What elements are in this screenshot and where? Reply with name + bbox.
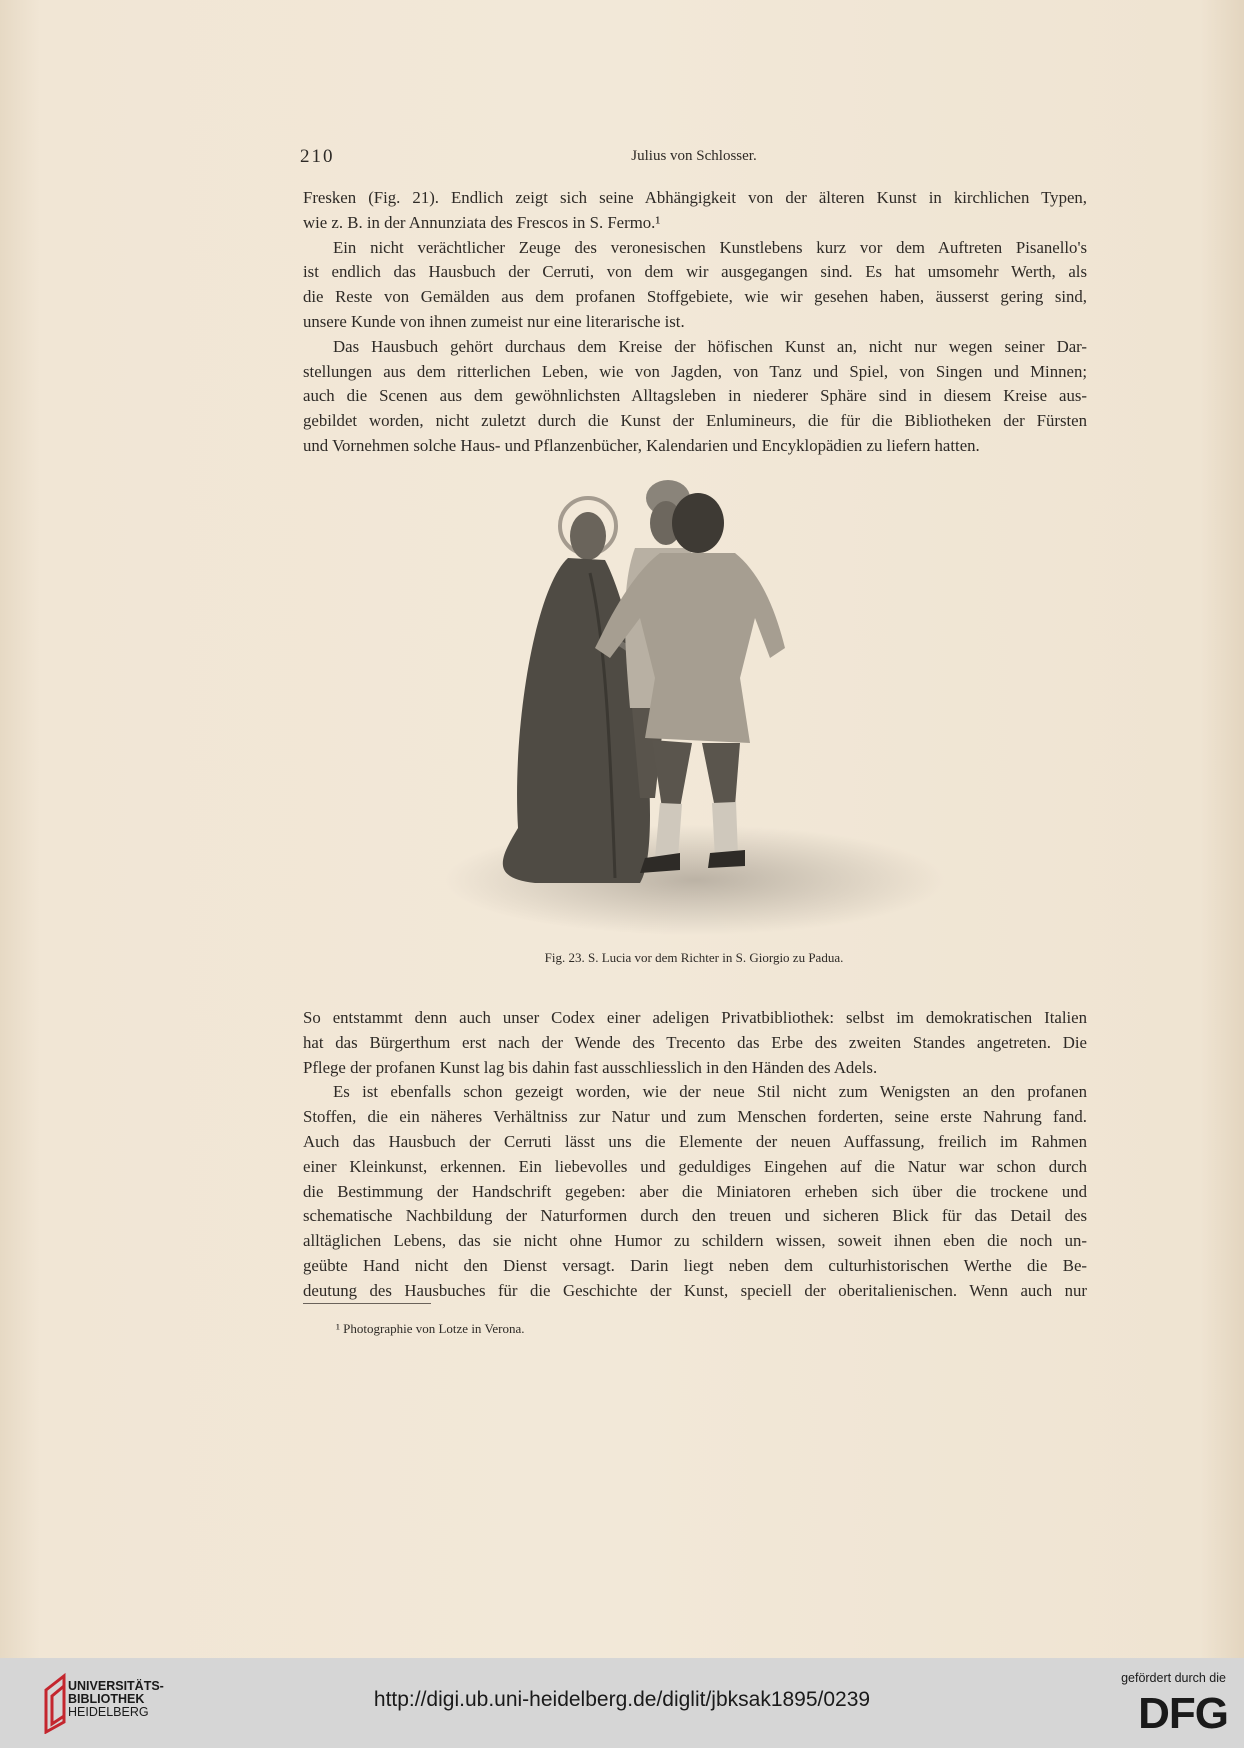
footnote-rule bbox=[303, 1303, 431, 1304]
paragraph bbox=[303, 1080, 1087, 1105]
text-line: auch die Scenen aus dem gewöhnlichsten Alltagsleben in niederer Sphäre sind in diesem Kreise aus- bbox=[303, 386, 1087, 406]
paragraph bbox=[303, 186, 1087, 211]
page-header bbox=[300, 146, 1088, 170]
paragraph bbox=[303, 409, 1087, 434]
paragraph bbox=[303, 360, 1087, 385]
paragraph bbox=[303, 1279, 1087, 1304]
paragraph bbox=[303, 1006, 1087, 1031]
running-head: Julius von Schlosser. bbox=[631, 148, 757, 164]
text-line: ist endlich das Hausbuch der Cerruti, von dem wir ausgegangen sind. Es hat umsomehr Werth, als bbox=[303, 262, 1087, 282]
text-line: hat das Bürgerthum erst nach der Wende des Trecento das Erbe des zweiten Standes angetreten. Die bbox=[303, 1032, 1087, 1052]
body-text-top bbox=[303, 186, 1087, 459]
text-line: alltäglichen Lebens, das sie nicht ohne Humor zu schildern wissen, soweit ihnen eben die noch un- bbox=[303, 1231, 1087, 1251]
paragraph bbox=[303, 1105, 1087, 1130]
paragraph bbox=[303, 1155, 1087, 1180]
paragraph bbox=[303, 1056, 1087, 1081]
library-name-line: UNIVERSITÄTS- bbox=[68, 1679, 164, 1693]
text-line: Fresken (Fig. 21). Endlich zeigt sich seine Abhängigkeit von der älteren Kunst in kirchlichen Typen, bbox=[303, 188, 1087, 207]
text-line: wie z. B. in der Annunziata des Frescos in S. Fermo.¹ bbox=[303, 212, 661, 232]
paragraph bbox=[303, 384, 1087, 409]
paragraph bbox=[303, 1229, 1087, 1254]
paragraph bbox=[303, 260, 1087, 285]
dfg-logo: DFG bbox=[1138, 1689, 1228, 1738]
footer-url-link[interactable]: http://digi.ub.uni-heidelberg.de/diglit/jbksak1895/0239 bbox=[373, 1688, 871, 1711]
paragraph bbox=[303, 335, 1087, 360]
paragraph bbox=[303, 1031, 1087, 1056]
text-line: geübte Hand nicht den Dienst versagt. Darin liegt neben dem culturhistorischen Werthe die Be- bbox=[303, 1255, 1087, 1275]
text-line: die Reste von Gemälden aus dem profanen Stoffgebiete, wie wir gesehen haben, äusserst gering sind, bbox=[303, 287, 1087, 307]
text-line: Stoffen, die ein näheres Verhältniss zur Natur und zum Menschen forderten, seine erste Nahrung fand. bbox=[303, 1107, 1087, 1127]
text-line: gebildet worden, nicht zuletzt durch die Kunst der Enlumineurs, die für die Bibliotheken der Fürsten bbox=[303, 411, 1087, 431]
figure-saint-lucia bbox=[503, 498, 650, 883]
library-name-line: BIBLIOTHEK bbox=[68, 1692, 145, 1706]
paragraph bbox=[303, 236, 1087, 261]
text-line: Ein nicht verächtlicher Zeuge des veronesischen Kunstlebens kurz vor dem Auftreten Pisanello's bbox=[333, 237, 1087, 257]
text-line: stellungen aus dem ritterlichen Leben, wie von Jagden, von Tanz und Spiel, von Singen und Minnen; bbox=[303, 361, 1087, 381]
page-number: 210 bbox=[300, 146, 335, 167]
paragraph bbox=[303, 211, 1087, 236]
text-line: schematische Nachbildung der Naturformen durch den treuen und sicheren Blick für das Detail des bbox=[303, 1206, 1087, 1226]
text-line: die Bestimmung der Handschrift gegeben: aber die Miniatoren erheben sich über die trockene und bbox=[303, 1181, 1087, 1201]
body-text-bottom bbox=[303, 1006, 1087, 1304]
footer-bar bbox=[0, 1658, 1244, 1748]
paragraph bbox=[303, 1180, 1087, 1205]
paragraph bbox=[303, 285, 1087, 310]
text-line: Es ist ebenfalls schon gezeigt worden, wie der neue Stil nicht zum Wenigsten an den profanen bbox=[333, 1082, 1087, 1102]
text-line: und Vornehmen solche Haus- und Pflanzenbücher, Kalendarien und Encyklopädien zu liefern hatten. bbox=[303, 435, 980, 455]
paragraph bbox=[303, 434, 1087, 459]
text-line: Auch das Hausbuch der Cerruti lässt uns die Elemente der neuen Auffassung, freilich im Rahmen bbox=[303, 1131, 1087, 1151]
text-line: unsere Kunde von ihnen zumeist nur eine literarische ist. bbox=[303, 311, 685, 331]
footnote: ¹ Photographie von Lotze in Verona. bbox=[336, 1321, 525, 1336]
text-line: Das Hausbuch gehört durchaus dem Kreise der höfischen Kunst an, nicht nur wegen seiner Dar- bbox=[333, 336, 1087, 356]
paragraph bbox=[303, 1204, 1087, 1229]
library-name-line: HEIDELBERG bbox=[68, 1705, 149, 1719]
paragraph bbox=[303, 1130, 1087, 1155]
text-line: einer Kleinkunst, erkennen. Ein liebevolles und geduldiges Eingehen auf die Natur war schon durch bbox=[303, 1156, 1087, 1176]
figure-illustration bbox=[440, 478, 950, 938]
text-line: deutung des Hausbuches für die Geschichte der Kunst, speciell der oberitalienischen. Wenn auch nur bbox=[303, 1280, 1087, 1300]
paragraph bbox=[303, 310, 1087, 335]
funded-by-label: gefördert durch die bbox=[1121, 1671, 1226, 1685]
figure-caption: Fig. 23. S. Lucia vor dem Richter in S. Giorgio zu Padua. bbox=[544, 950, 844, 965]
text-line: Pflege der profanen Kunst lag bis dahin fast ausschliesslich in den Händen des Adels. bbox=[303, 1057, 878, 1077]
text-line: So entstammt denn auch unser Codex einer adeligen Privatbibliothek: selbst im demokratischen Italien bbox=[303, 1008, 1087, 1027]
paragraph bbox=[303, 1254, 1087, 1279]
